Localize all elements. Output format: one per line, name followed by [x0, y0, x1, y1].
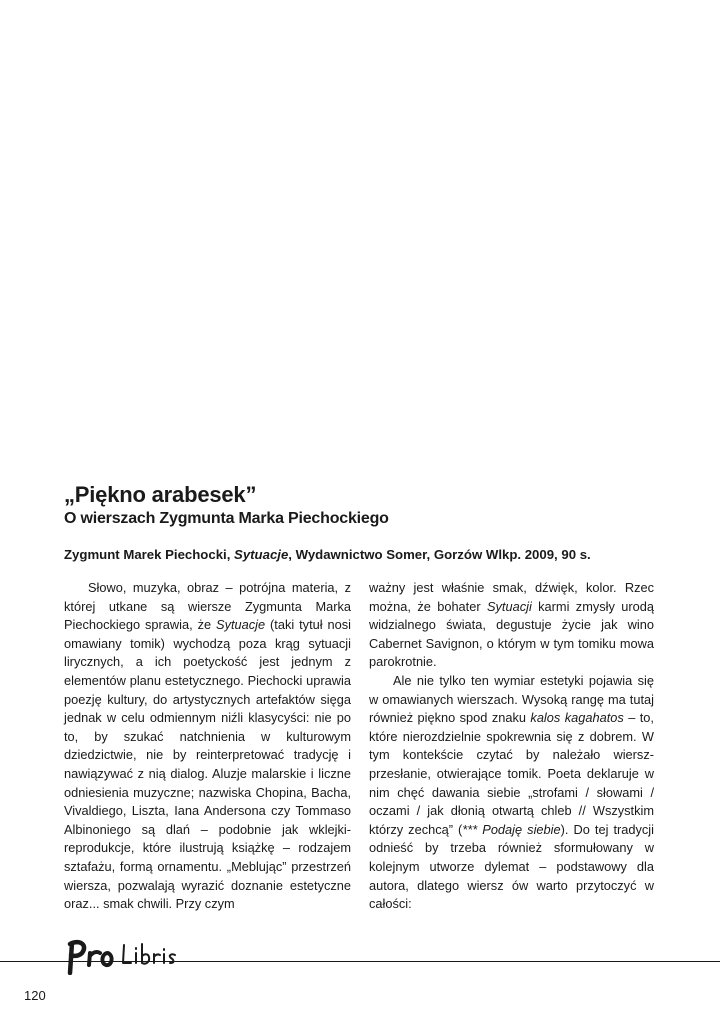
footer-rule — [0, 961, 720, 962]
citation-book-title: Sytuacje — [234, 547, 289, 562]
text-run: ). Do tej tradycji odnieść by trzeba również sformułowany w kolejnym utworze dylemat – podstawowy dla autora, dlatego wiersz ów warto przytoczyć w całości: — [369, 821, 654, 912]
article-subtitle: O wierszach Zygmunta Marka Piechockiego — [64, 510, 389, 527]
article-title: „Piękno arabesek” — [64, 482, 257, 507]
text-run: Słowo, muzyka, obraz – potrójna materia, z której utkane są wiersze Zygmunta Marka Piechockiego sprawia, że — [64, 580, 351, 633]
book-title-italic: Sytuacje — [216, 617, 266, 633]
phrase-italic: kalos kagahatos — [530, 710, 624, 726]
book-title-italic: Sytuacji — [486, 598, 532, 614]
text-run: karmi zmysły urodą widzialnego świata, degustuje życie jak wino Cabernet Savignon, o którym w tym tomiku mowa parokrotnie. — [369, 598, 654, 670]
paragraph — [64, 579, 351, 914]
text-column-right — [369, 579, 654, 914]
text-run: (taki tytuł nosi omawiany tomik) wychodzą poza krąg sytuacji lirycznych, a ich poetyckość jest jednym z elementów planu estetycznego. Piechocki uprawia poezję kultury, do artystycznych artefaktów sięga jednak w celu odmiennym niźli klasycyści: nie po to, by szukać natchnienia w kulturowym dziedzictwie, nie by reinterpretować tradycję i nawiązywać z nią dialog. Aluzje malarskie i liczne odniesienia muzyczne; nazwiska Chopina, Bacha, Vivaldiego, Liszta, Iana Andersona czy Tommaso Albinoniego są dlań – podobnie jak wklejki-reprodukcje, które ilustrują książkę – rodzajem sztafażu, formą ornamentu. „Meblując” przestrzeń wiersza, pozwalają wyrazić doznanie estetyczne oraz... smak chwili. Przy czym — [64, 617, 351, 912]
text-run: Ale nie tylko ten wymiar estetyki pojawia się w omawianych wierszach. Wysoką rangę ma tutaj również piękno spod znaku — [369, 672, 654, 726]
poem-title-italic: *** Podaję siebie — [462, 821, 561, 837]
book-citation — [64, 546, 591, 564]
page-number: 120 — [24, 988, 46, 1003]
text-column-left — [64, 579, 351, 914]
citation-author: Zygmunt Marek Piechocki, — [64, 547, 235, 562]
pro-libris-logo — [62, 935, 192, 975]
paragraph — [369, 672, 654, 914]
text-run: – to, które nierozdzielnie spokrewnia się z dobrem. W tym kontekście czytać by należało wiersz-przesłanie, otwierające tomik. Poeta deklaruje w nim chęć dawania siebie „strofami / słowami / oczami / jak dłonią otwartą chleb // Wszystkim którzy zechcą” ( — [369, 710, 654, 837]
text-run: ważny jest właśnie smak, dźwięk, kolor. Rzec można, że bohater — [369, 580, 654, 614]
paragraph — [369, 579, 654, 672]
citation-publisher: , Wydawnictwo Somer, Gorzów Wlkp. 2009, 90 s. — [288, 547, 591, 562]
